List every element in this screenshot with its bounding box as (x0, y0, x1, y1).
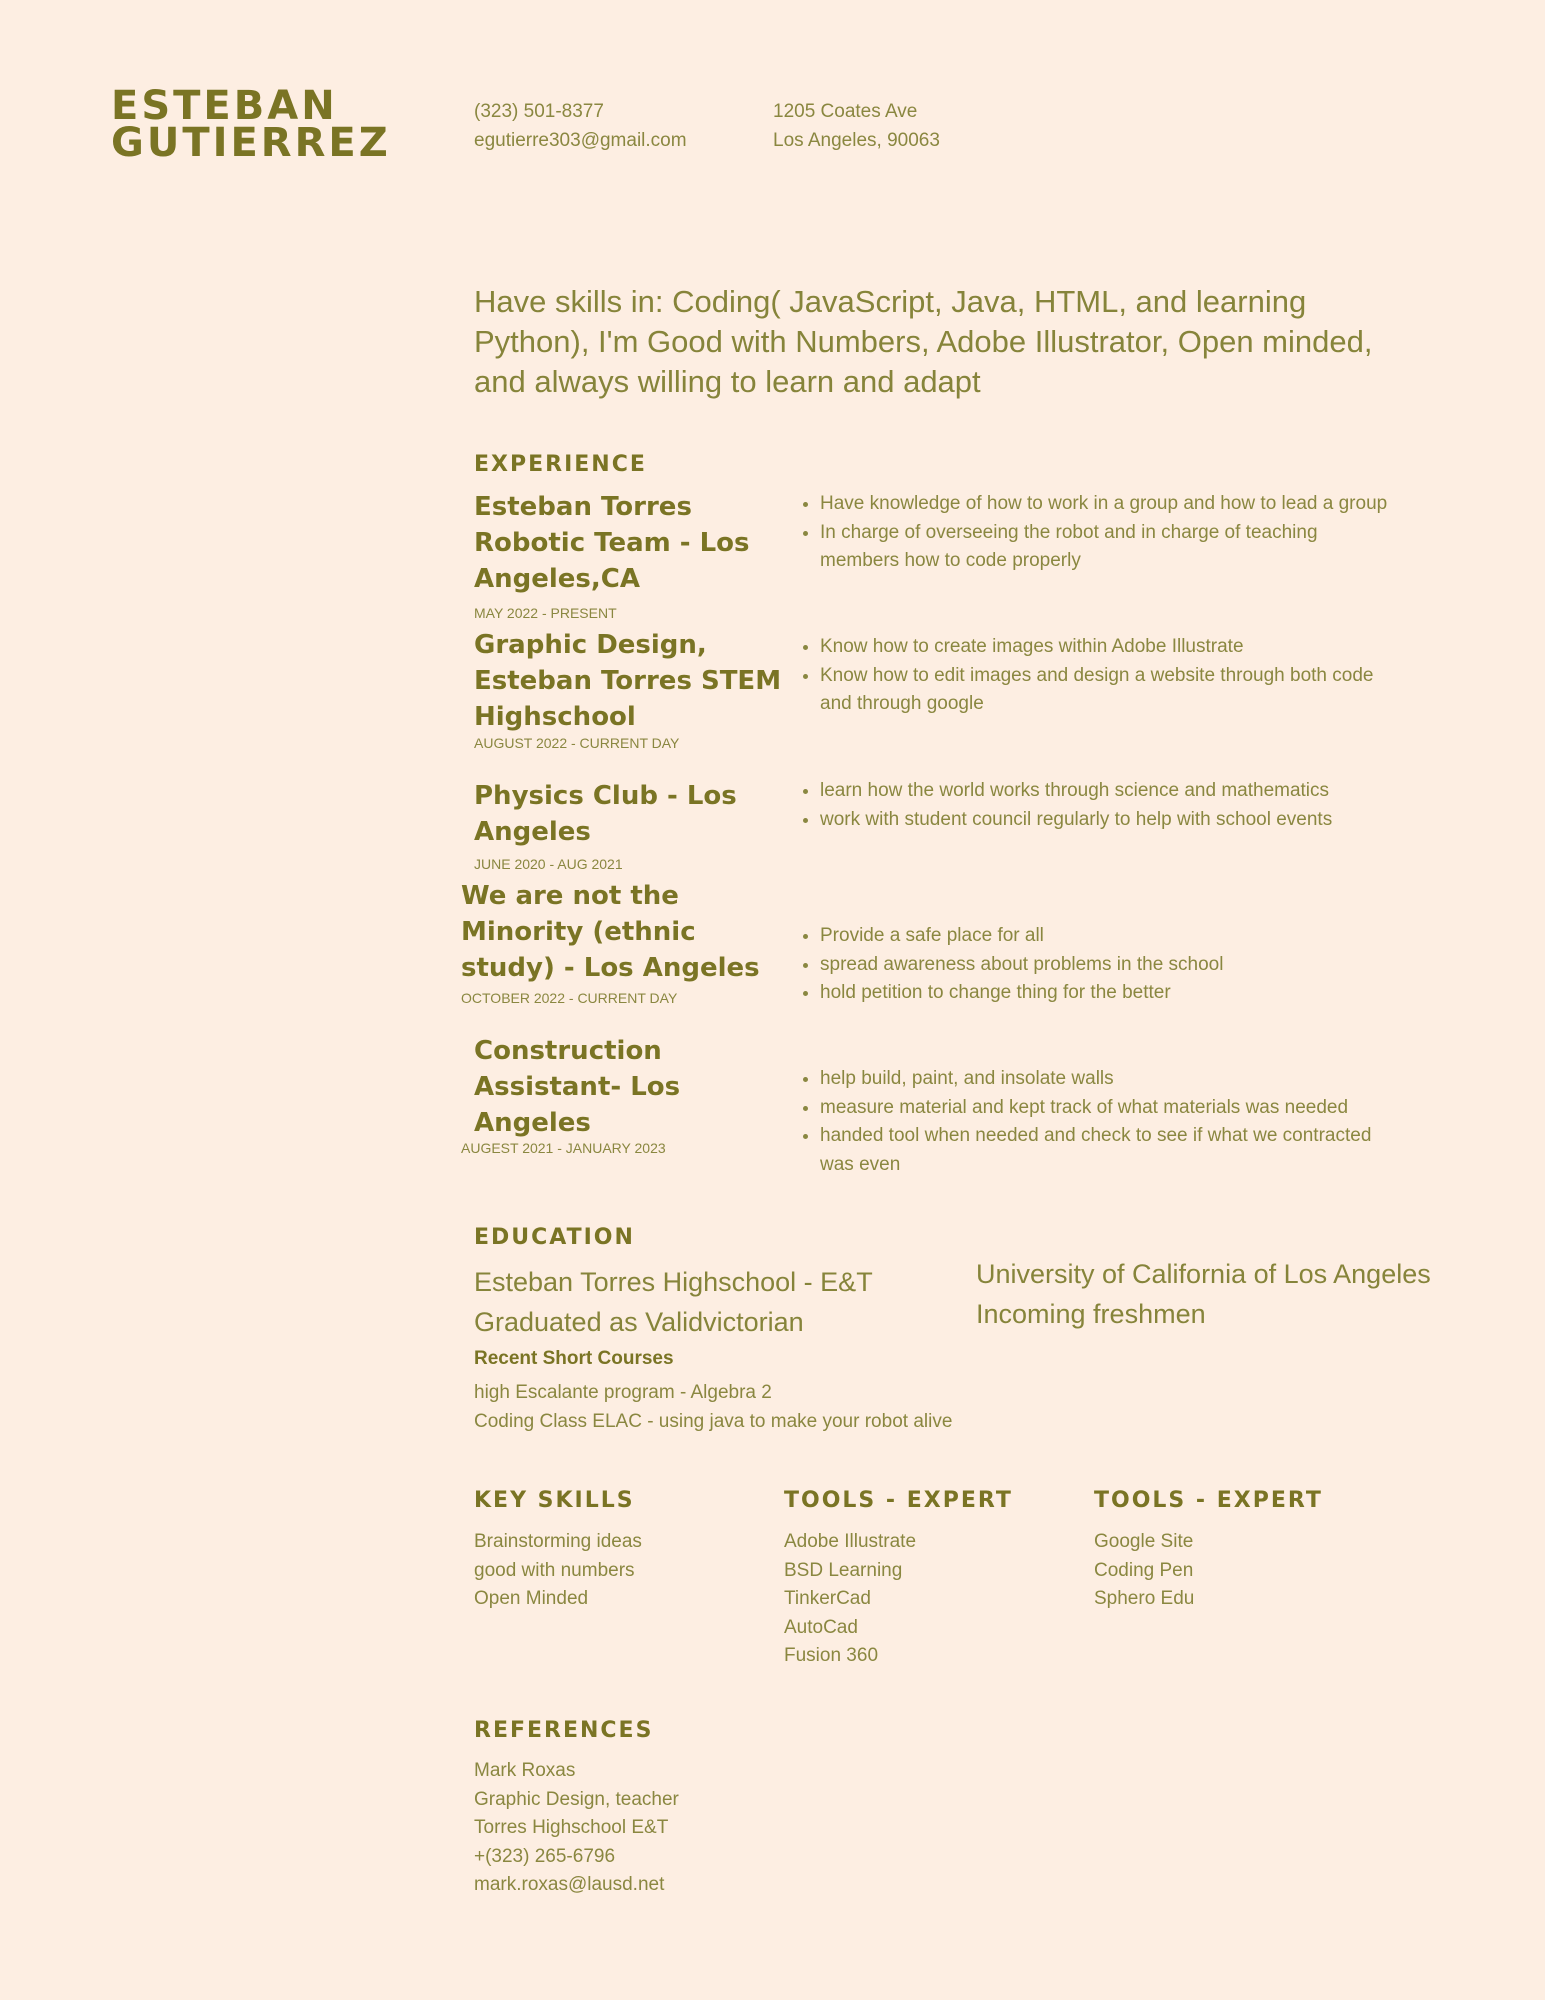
job-bullets (792, 922, 1400, 1008)
list-item: high Escalante program - Algebra 2 (474, 1382, 772, 1403)
name-first: ESTEBAN (111, 83, 338, 129)
list-item: • work with student council regularly to help with school events (820, 806, 1400, 835)
reference-phone: +(323) 265-6796 (474, 1845, 616, 1867)
job-title: Construction Assistant- Los Angeles (474, 1036, 681, 1138)
reference-name: Mark Roxas (474, 1760, 576, 1781)
list-item: Sphero Edu (1094, 1588, 1195, 1609)
name-last: GUTIERREZ (111, 120, 391, 166)
references-heading: REFERENCES (474, 1718, 654, 1743)
job-bullets (792, 633, 1400, 719)
job-title: Esteban Torres Robotic Team - Los Angeles,CA (474, 492, 750, 594)
skills-summary: Have skills in: Coding( JavaScript, Java, HTML, and learning Python), I'm Good with Numbers, Adobe Illustrator, Open minded, and always willing to learn and adapt (474, 284, 1373, 399)
list-item: Open Minded (474, 1588, 589, 1609)
list-item: Fusion 360 (784, 1645, 879, 1666)
job-title: Graphic Design, Esteban Torres STEM Highschool (474, 630, 782, 732)
list-item: • In charge of overseeing the robot and in charge of teaching members how to code properly (820, 519, 1400, 576)
courses-list (474, 1379, 952, 1436)
list-item: • Provide a safe place for all (820, 922, 1400, 951)
reference-email: mark.roxas@lausd.net (474, 1874, 665, 1895)
tools-heading: TOOLS - EXPERT (784, 1488, 1013, 1513)
courses-heading: Recent Short Courses (474, 1348, 674, 1369)
job-title: We are not the Minority (ethnic study) - Los Angeles (461, 881, 760, 983)
school-secondary (976, 1254, 1431, 1334)
tools-heading-secondary: TOOLS - EXPERT (1094, 1488, 1323, 1513)
school-note: Graduated as Validvictorian (474, 1307, 804, 1337)
job-date: AUGEST 2021 - JANUARY 2023 (461, 1140, 666, 1156)
list-item: • help build, paint, and insolate walls (820, 1065, 1400, 1094)
references-list (474, 1757, 679, 1900)
list-item: Coding Class ELAC - using java to make your robot alive (474, 1410, 953, 1432)
reference-role: Graphic Design, teacher (474, 1788, 679, 1810)
list-item: Google Site (1094, 1531, 1194, 1552)
tools-list (784, 1528, 916, 1671)
list-item: good with numbers (474, 1559, 635, 1581)
school-primary (474, 1262, 873, 1342)
education-heading: EDUCATION (474, 1225, 635, 1250)
list-item: • spread awareness about problems in the school (820, 951, 1400, 980)
list-item: Adobe Illustrate (784, 1531, 917, 1552)
school-name: Esteban Torres Highschool - E&T (474, 1267, 873, 1297)
address-city: Los Angeles, 90063 (773, 130, 940, 151)
list-item: • measure material and kept track of what materials was needed (820, 1094, 1400, 1123)
list-item: • Know how to create images within Adobe Illustrate (820, 633, 1400, 662)
job-bullets (792, 490, 1400, 576)
list-item: TinkerCad (784, 1588, 871, 1609)
job-date: JUNE 2020 - AUG 2021 (474, 856, 623, 872)
list-item: • Know how to edit images and design a website through both code and through google (820, 662, 1400, 719)
phone-number: (323) 501-8377 (474, 101, 604, 122)
list-item: AutoCad (784, 1616, 858, 1638)
list-item: Coding Pen (1094, 1559, 1194, 1581)
school-name: University of California of Los Angeles (976, 1259, 1431, 1289)
list-item: Brainstorming ideas (474, 1531, 642, 1552)
address-info (773, 97, 940, 155)
address-street: 1205 Coates Ave (773, 101, 918, 122)
list-item: • handed tool when needed and check to see if what we contracted was even (820, 1122, 1400, 1179)
school-note: Incoming freshmen (976, 1299, 1206, 1329)
list-item: • learn how the world works through science and mathematics (820, 777, 1400, 806)
job-bullets (792, 777, 1400, 834)
job-date: AUGUST 2022 - CURRENT DAY (474, 735, 680, 751)
job-title: Physics Club - Los Angeles (474, 781, 737, 847)
key-skills-heading: KEY SKILLS (474, 1488, 635, 1513)
candidate-name (111, 83, 391, 166)
list-item: • Have knowledge of how to work in a group and how to lead a group (820, 490, 1400, 519)
email-address: egutierre303@gmail.com (474, 130, 687, 151)
contact-info (474, 97, 687, 155)
tools-list-secondary (1094, 1528, 1194, 1614)
list-item: • hold petition to change thing for the better (820, 979, 1400, 1008)
experience-heading: EXPERIENCE (474, 452, 647, 477)
reference-school: Torres Highschool E&T (474, 1817, 669, 1838)
job-bullets (792, 1065, 1400, 1179)
list-item: BSD Learning (784, 1559, 903, 1581)
job-date: MAY 2022 - PRESENT (474, 605, 617, 621)
job-date: OCTOBER 2022 - CURRENT DAY (461, 990, 678, 1006)
key-skills-list (474, 1528, 642, 1614)
